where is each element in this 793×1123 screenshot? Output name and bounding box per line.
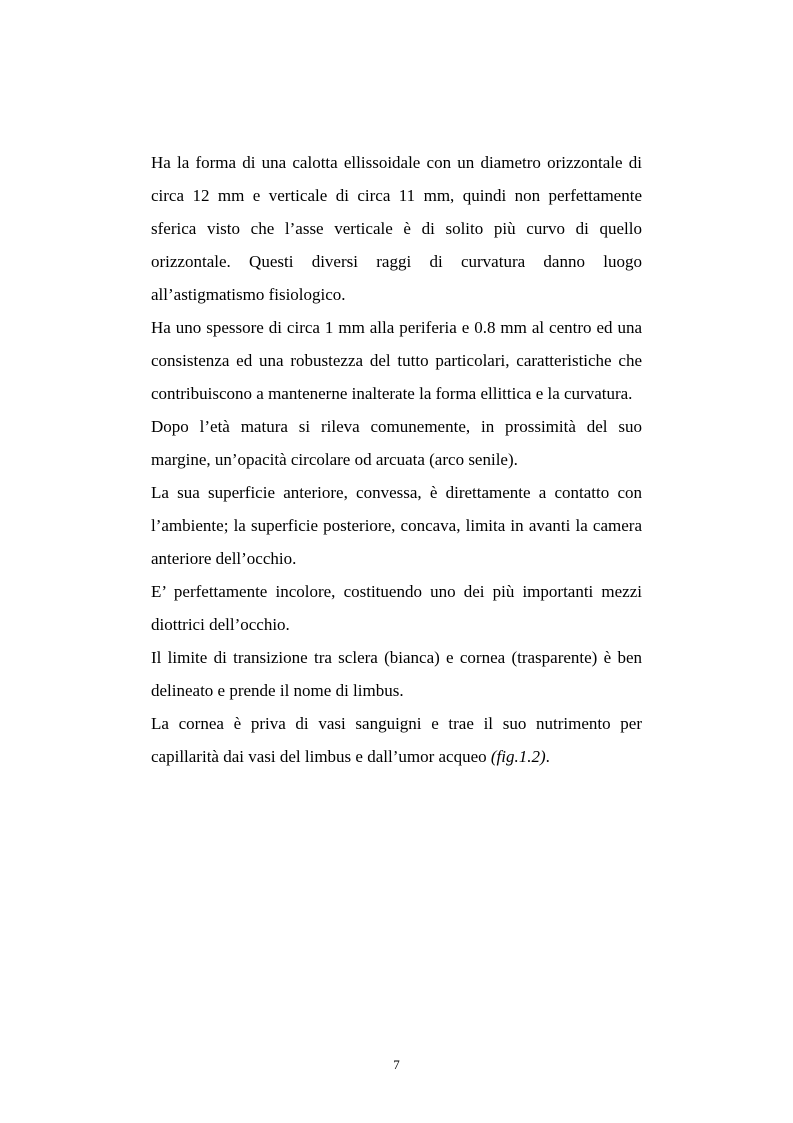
paragraph-limbus: Il limite di transizione tra sclera (bianca) e cornea (trasparente) è ben delineato e prende il nome di limbus. xyxy=(151,648,642,700)
paragraph-thickness: Ha uno spessore di circa 1 mm alla periferia e 0.8 mm al centro ed una consistenza ed una robustezza del tutto particolari, caratteristiche che contribuiscono a mantenerne inalterate la forma ellittica e la curvatura. xyxy=(151,318,642,403)
paragraph-shape: Ha la forma di una calotta ellissoidale con un diametro orizzontale di circa 12 mm e verticale di circa 11 mm, quindi non perfettamente sferica visto che l’asse verticale è di solito più curvo di quello orizzontale. Questi diversi raggi di curvatura danno luogo all’astigmatismo fisiologico. xyxy=(151,153,642,304)
page-number: 7 xyxy=(393,1057,400,1072)
figure-reference: (fig.1.2) xyxy=(490,747,546,766)
paragraph-nutrition xyxy=(151,707,642,773)
paragraph-surfaces: La sua superficie anteriore, convessa, è direttamente a contatto con l’ambiente; la superficie posteriore, concava, limita in avanti la camera anteriore dell’occhio. xyxy=(151,483,642,568)
paragraph-nutrition-period: . xyxy=(545,747,550,766)
paragraph-nutrition-text: La cornea è priva di vasi sanguigni e trae il suo nutrimento per capillarità dai vasi del limbus e dall’umor acqueo xyxy=(151,714,642,766)
paragraph-arcus-senilis: Dopo l’età matura si rileva comunemente, in prossimità del suo margine, un’opacità circolare od arcuata (arco senile). xyxy=(151,417,642,469)
body-text xyxy=(151,146,642,773)
paragraph-transparency: E’ perfettamente incolore, costituendo uno dei più importanti mezzi diottrici dell’occhio. xyxy=(151,582,642,634)
